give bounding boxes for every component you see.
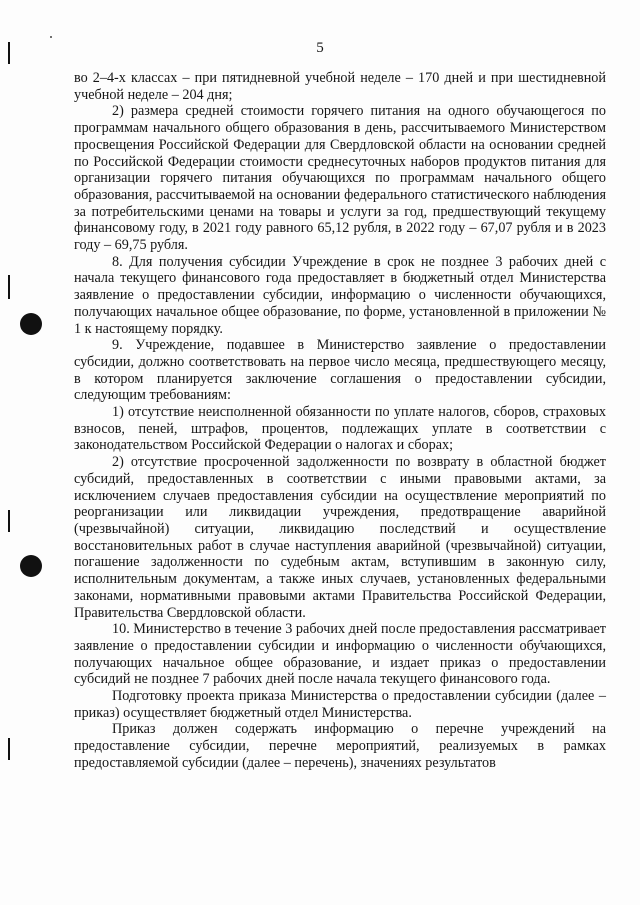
punch-hole-mark: [20, 313, 42, 335]
paragraph-clause-8: 8. Для получения субсидии Учреждение в срок не позднее 3 рабочих дней с начала текущего финансового года предоставляет в бюджетный отдел Министерства заявление о предоставлении субсидии, информацию о численности обучающихся, получающих начальное общее образование, по форме, установленной в приложении № 1 к настоящему порядку.: [74, 253, 606, 337]
scan-mark: [8, 275, 10, 299]
scan-mark: [8, 510, 10, 532]
document-body: [74, 70, 606, 772]
paragraph-requirement-1: 1) отсутствие неисполненной обязанности по уплате налогов, сборов, страховых взносов, пеней, штрафов, процентов, подлежащих уплате в соответствии с законодательством Российской Федерации о налогах и сборах;: [74, 404, 606, 454]
paragraph-requirement-2: 2) отсутствие просроченной задолженности по возврату в областной бюджет субсидий, предоставленных в соответствии с иными правовыми актами, за исключением случаев предоставления субсидии на осуществление мероприятий по реорганизации или ликвидации учреждения, предотвращение аварийной (чрезвычайной) ситуации, ликвидацию последствий и осуществление восстановительных работ в случае наступления аварийной (чрезвычайной) ситуации, погашение задолженности по судебным актам, вступившим в законную силу, исполнительным документам, а также иных случаев, установленных федеральными законами, нормативными правовыми актами Правительства Российской Федерации, Правительства Свердловской области.: [74, 454, 606, 621]
punch-hole-mark: [20, 555, 42, 577]
paragraph-item-2: 2) размера средней стоимости горячего питания на одного обучающегося по программам начального общего образования в день, рассчитываемого Министерством просвещения Российской Федерации для Свердловской области на основании средней по Российской Федерации стоимости среднесуточных наборов продуктов питания для организации горячего питания обучающихся по программам начального общего образования, рассчитываемой на основании федерального статистического наблюдения за потребительскими ценами на товары и услуги за год, предшествующий текущему финансовому году, в 2021 году равного 65,12 рубля, в 2022 году – 67,07 рубля и в 2023 году – 69,75 рубля.: [74, 103, 606, 254]
paragraph-clause-10: 10. Министерство в течение 3 рабочих дней после предоставления рассматривает заявление о предоставлении субсидии и информацию о численности обучающихся, получающих начальное общее образование, и издает приказ о предоставлении субсидий не позднее 7 рабочих дней после начала текущего финансового года.: [74, 621, 606, 688]
paragraph-order-contents: Приказ должен содержать информацию о перечне учреждений на предоставление субсидии, перечне мероприятий, реализуемых в рамках предоставляемой субсидии (далее – перечень), значениях результатов: [74, 721, 606, 771]
paragraph-clause-9: 9. Учреждение, подавшее в Министерство заявление о предоставлении субсидии, должно соответствовать на первое число месяца, предшествующего месяцу, в котором планируется заключение соглашения о предоставлении субсидии, следующим требованиям:: [74, 337, 606, 404]
paragraph-order-preparation: Подготовку проекта приказа Министерства о предоставлении субсидии (далее – приказ) осуществляет бюджетный отдел Министерства.: [74, 688, 606, 721]
page-number: 5: [316, 40, 324, 56]
paragraph-continuation: во 2–4-х классах – при пятидневной учебной неделе – 170 дней и при шестидневной учебной неделе – 204 дня;: [74, 70, 606, 103]
scan-mark: [8, 738, 10, 760]
scan-speck: [50, 36, 52, 38]
